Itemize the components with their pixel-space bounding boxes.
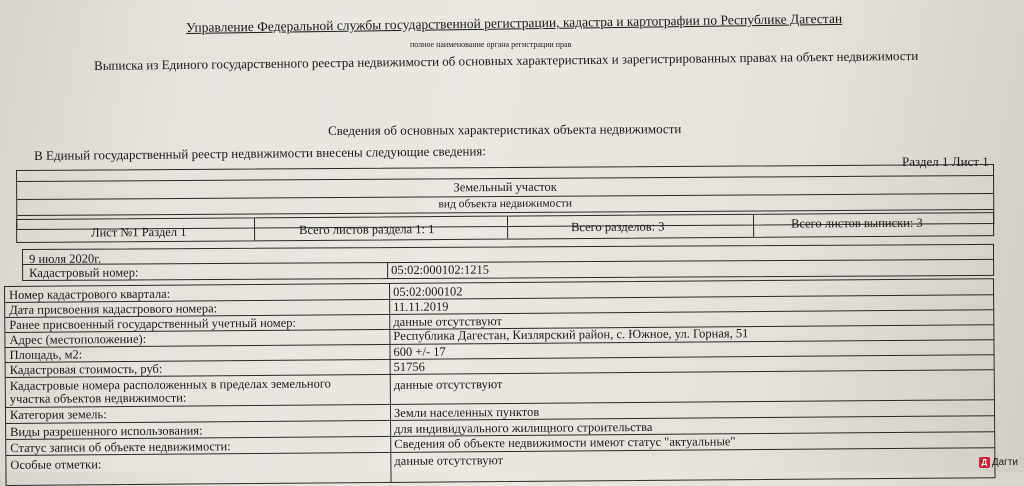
table-row-label: участка объектов недвижимости: <box>9 390 187 406</box>
table-row-value: 05:02:000102 <box>393 284 463 299</box>
extract-title: Выписка из Единого государственного реестра недвижимости об основных характеристиках и зарегистрированных правах на объект недвижимости <box>94 47 919 73</box>
table-row-label: Ранее присвоенный государственный учетный номер: <box>9 315 296 332</box>
table-row-value: Земли населенных пунктов <box>393 404 540 420</box>
total-sections: Всего разделов: 3 <box>571 219 665 235</box>
table-row-label: Кадастровые номера расположенных в пределах земельного <box>9 376 331 393</box>
extract-date: 9 июля 2020г. <box>29 251 102 266</box>
table-row-value: 51756 <box>393 359 425 374</box>
table-row-label: Особые отметки: <box>10 457 102 472</box>
table-row-value: 600 +/- 17 <box>393 344 446 359</box>
table-row-label: Виды разрешенного использования: <box>10 423 203 439</box>
table-row-value: 11.11.2019 <box>393 299 449 314</box>
watermark-logo <box>979 457 1018 468</box>
organization-caption: полное наименование органа регистрации прав <box>410 40 572 49</box>
characteristics-table <box>4 278 996 486</box>
table-row-label: Дата присвоения кадастрового номера: <box>9 301 218 317</box>
object-type: Земельный участок <box>453 179 557 195</box>
section-title: Сведения об основных характеристиках объекта недвижимости <box>328 121 682 138</box>
table-row-value: Сведения об объекте недвижимости имеют статус "актуальные" <box>394 434 736 451</box>
cadastral-number-label: Кадастровый номер: <box>29 265 139 280</box>
table-row-label: Номер кадастрового квартала: <box>9 286 171 302</box>
watermark-icon: Д <box>979 457 990 468</box>
table-row-value: данные отсутствуют <box>393 314 503 329</box>
watermark-text: Дагти <box>991 457 1018 468</box>
object-type-caption: вид объекта недвижимости <box>438 197 573 211</box>
table-row-label: Кадастровая стоимость, руб: <box>9 361 163 377</box>
section-sheet-label: Раздел 1 Лист 1 <box>902 154 989 169</box>
cadastral-number-value: 05:02:000102:1215 <box>391 262 490 278</box>
organization-name: Управление Федеральной службы государственной регистрации, кадастра и картографии по Республике Дагестан <box>186 10 843 35</box>
table-row-label: Площадь, м2: <box>9 347 83 362</box>
table-row-value: для индивидуального жилищного строительства <box>394 419 653 436</box>
cadastral-table <box>22 244 994 281</box>
total-sheets-section: Всего листов раздела 1: 1 <box>299 222 435 238</box>
total-sheets-extract: Всего листов выписки: 3 <box>791 215 923 231</box>
sheet-section: Лист №1 Раздел 1 <box>91 224 187 240</box>
table-row-label: Категория земель: <box>9 407 107 422</box>
intro-text: В Единый государственный реестр недвижимости внесены следующие сведения: <box>34 143 487 163</box>
table-row-value: данные отсутствуют <box>393 377 503 392</box>
table-row-value: Республика Дагестан, Кизлярский район, с. Южное, ул. Горная, 51 <box>393 326 749 343</box>
table-row-label: Статус записи об объекте недвижимости: <box>10 439 231 455</box>
table-row-value: данные отсутствуют <box>394 453 504 468</box>
table-row-label: Адрес (местоположение): <box>9 331 147 347</box>
